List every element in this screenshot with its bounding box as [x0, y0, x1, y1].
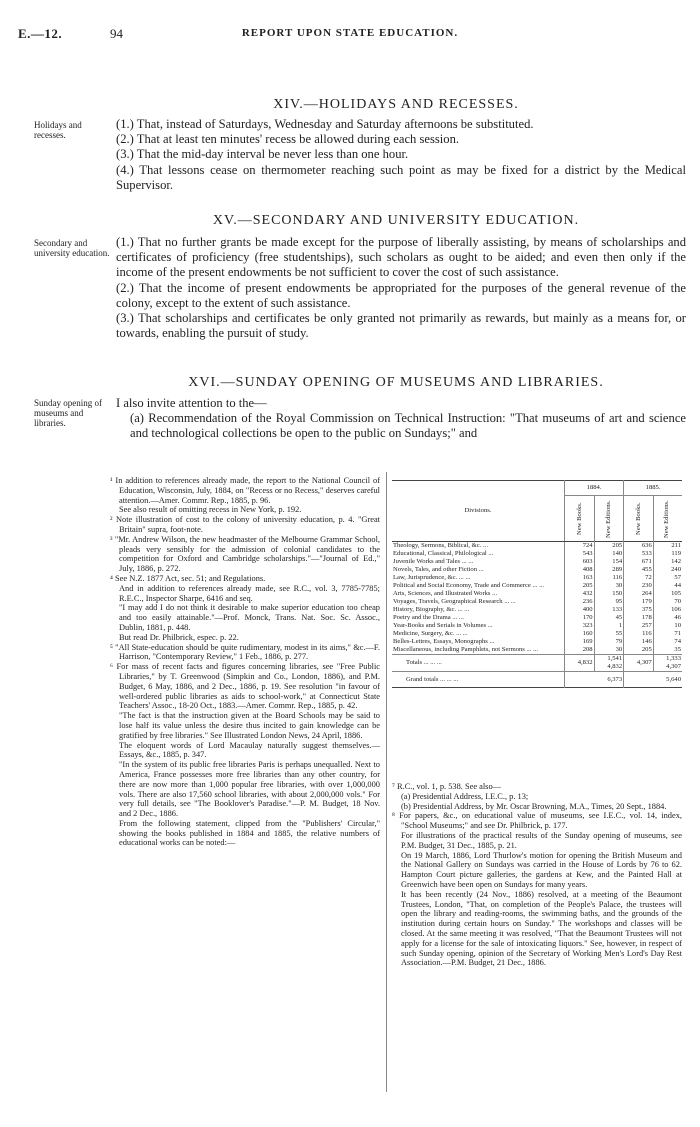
footnote: From the following statement, clipped from the "Publishers' Circular," showing the books published in 1884 and 1885, the relative numbers of educational works can be noted:—	[119, 818, 380, 848]
table-row	[392, 566, 682, 574]
table-cell: 169	[565, 638, 595, 646]
table-cell: 724	[565, 542, 595, 551]
table-cell: 205	[594, 542, 624, 551]
table-cell: 432	[565, 590, 595, 598]
footnote: It has been recently (24 Nov., 1886) resolved, at a meeting of the Beaumont Trustees, London, "That, on completion of the People's Palace, the trustees will open the library and reading-rooms, the swimming baths, and the grounds of the institution during certain hours on Sunday." The workshops and classes will be closed. At the same meeting it was resolved, "That the Beaumont Trustees will not apply for a license for the sale of intoxicating liquors." See, however, in respect of such Sunday opening, opinion of the Secretary of Working Men's Lord's Day Rest Association.—P.M. Budget, 21 Dec., 1886.	[401, 889, 682, 968]
table-cell: 74	[674, 638, 681, 645]
section-15-title: XV.—SECONDARY AND UNIVERSITY EDUCATION.	[212, 213, 580, 228]
table-cell: 323	[565, 622, 595, 630]
table-cell: 375	[624, 606, 654, 614]
footnote: ³ "Mr. Andrew Wilson, the new headmaster of the Melbourne Grammar School, pleads very sensibly for the admission of colonial candidates to the competition for Oxford and Cambridge scholarships."—"Journal of Ed.," July, 1886, p. 272.	[110, 534, 380, 574]
footnote: But read Dr. Philbrick, espec. p. 22.	[119, 632, 239, 642]
subheader: New Editions.	[594, 496, 624, 542]
division-label: Voyages, Travels, Geographical Research ... ...	[392, 598, 565, 606]
table-row	[392, 630, 682, 638]
table-cell: 170	[565, 614, 595, 622]
total-cell: 4,832	[565, 655, 595, 672]
division-label: History, Biography, &c. ... ...	[392, 606, 565, 614]
section-14-sidenote: Holidays and recesses.	[34, 120, 82, 140]
table-cell: 140	[594, 550, 624, 558]
table-cell: 95	[594, 598, 624, 606]
subheader: New Books.	[565, 496, 595, 542]
division-label: Belles-Lettres, Essays, Monographs ...	[392, 638, 565, 646]
table-cell: 46	[674, 614, 681, 621]
division-label: Political and Social Economy, Trade and Commerce ... ...	[392, 582, 565, 590]
table-row	[392, 614, 682, 622]
subheader: New Editions.	[663, 499, 671, 538]
total-value: 1,333	[666, 655, 681, 662]
division-label: Medicine, Surgery, &c. ... ...	[392, 630, 565, 638]
year-1884: 1884.	[565, 481, 624, 496]
division-label: Juvenile Works and Tales ... ...	[392, 558, 565, 566]
footnote: ⁶ For mass of recent facts and figures concerning libraries, see "Free Public Libraries," by T. Greenwood (Simpkin and Co., London, 1886), and P.M. Budget, 6 May, 1886, and 2 Dec., 1886, p. 19. See resolution "in favour of well-ordered public libraries as aids to school-work," at Connecticut State Teachers' Assoc., 18-20 Oct., 1883.—Amer. Commr. Rep., 1885, p. 42.	[110, 662, 380, 711]
footnote: "The fact is that the instruction given at the Board Schools may be said to lose half its value unless the desire thus incited to gain knowledge can be gratified by free libraries." See Illustrated London News, 24 April, 1886.	[119, 711, 380, 740]
table-row	[392, 582, 682, 590]
section-15-sidenote: Secondary and university education.	[34, 238, 110, 258]
footnote: And in addition to references already made, see R.C., vol. 3, 7785-7785; R.E.C., Inspector Sharpe, 6416 and seq.	[119, 583, 380, 603]
table-row	[392, 622, 682, 630]
table-cell: 543	[565, 550, 595, 558]
section-14-item-4: (4.) That lessons cease on thermometer reaching such point as may be fixed for a district by the Medical Supervisor.	[116, 162, 686, 192]
subheader: New Books.	[624, 496, 654, 542]
running-title: REPORT UPON STATE EDUCATION.	[241, 27, 459, 39]
table-row	[392, 542, 682, 551]
page-reference: E.—12.	[18, 26, 63, 41]
table-cell: 1	[594, 622, 624, 630]
total-cell	[653, 655, 682, 672]
section-15-body	[116, 235, 686, 341]
footnotes-right	[392, 782, 682, 968]
footnote: ² Note illustration of cost to the colony of university education, p. 4. "Great Britain" supra, foot-note.	[110, 515, 380, 534]
division-label: Theology, Sermons, Biblical, &c. ...	[392, 542, 565, 551]
totals-label: Totals ... ... ...	[392, 655, 565, 672]
table-row	[392, 606, 682, 614]
table-cell: 133	[594, 606, 624, 614]
division-label: Arts, Sciences, and Illustrated Works ...	[392, 590, 565, 598]
division-label: Educational, Classical, Philological ...	[392, 550, 565, 558]
footnote: (b) Presidential Address, by Mr. Oscar Browning, M.A., Times, 20 Sept., 1884.	[401, 801, 667, 811]
division-label: Miscellaneous, including Pamphlets, not Sermons ... ...	[392, 646, 565, 655]
footnote: See also result of omitting recess in New York, p. 192.	[119, 505, 302, 515]
table-row	[392, 558, 682, 566]
table-cell: 671	[624, 558, 654, 566]
footnote: "I may add I do not think it desirable to make superior education too cheap and too easily attainable."—Prof. Monck, Trans. Nat. Soc. Sc. Assoc., Dublin, 1881, p. 448.	[119, 603, 380, 632]
section-16-body	[116, 396, 686, 442]
section-14-item-3: (3.) That the mid-day interval be never less than one hour.	[116, 147, 409, 162]
table-cell: 105	[671, 590, 681, 597]
table-cell: 71	[674, 630, 681, 637]
table-cell: 257	[624, 622, 654, 630]
division-label: Law, Jurisprudence, &c. ... ...	[392, 574, 565, 582]
section-15-item-3: (3.) That scholarships and certificates be only granted not primarily as rewards, but mainly as a means for, or towards, enabling the pursuit of study.	[116, 311, 686, 341]
divisions-header: Divisions.	[392, 481, 565, 542]
section-16-title: XVI.—SUNDAY OPENING OF MUSEUMS AND LIBRARIES.	[188, 375, 604, 390]
table-cell: 35	[674, 646, 681, 653]
table-cell: 55	[594, 630, 624, 638]
table-cell: 408	[565, 566, 595, 574]
section-14-body	[116, 117, 686, 193]
table-row	[392, 574, 682, 582]
table-row	[392, 550, 682, 558]
page-number: 94	[110, 26, 123, 41]
section-14-title: XIV.—HOLIDAYS AND RECESSES.	[273, 97, 519, 112]
total-value: 4,307	[666, 663, 681, 670]
table-row	[392, 590, 682, 598]
column-divider	[386, 472, 387, 1092]
table-cell: 205	[565, 582, 595, 590]
table-cell: 208	[565, 646, 595, 655]
table-cell: 264	[624, 590, 654, 598]
table-cell: 240	[671, 566, 681, 573]
table-cell: 230	[624, 582, 654, 590]
footnote: (a) Presidential Address, I.E.C., p. 13;	[401, 791, 529, 801]
footnote: ⁵ "All State-education should be quite rudimentary, modest in its aims," &c.—F. Harrison, "Contemporary Review," 1 Feb., 1886, p. 277.	[110, 642, 380, 662]
table-cell: 150	[594, 590, 624, 598]
table-cell: 44	[674, 582, 681, 589]
publications-table-wrap	[392, 480, 682, 688]
grand-total-1884: 6,373	[565, 672, 624, 688]
footnote: ⁷ R.C., vol. 1, p. 538. See also—	[392, 782, 502, 791]
table-cell: 116	[624, 630, 654, 638]
footnote: For illustrations of the practical results of the Sunday opening of museums, see P.M. Budget, 31 Dec., 1885, p. 21.	[401, 830, 682, 850]
section-16-sidenote: Sunday opening of museums and libraries.	[34, 398, 102, 428]
table-cell: 146	[624, 638, 654, 646]
table-cell: 119	[671, 550, 681, 557]
table-cell: 289	[594, 566, 624, 574]
total-cell	[594, 655, 624, 672]
table-cell: 533	[624, 550, 654, 558]
table-row	[392, 598, 682, 606]
footnote: The eloquent words of Lord Macaulay naturally suggest themselves.—Essays, &c., 1885, p. 347.	[119, 740, 380, 760]
table-cell: 400	[565, 606, 595, 614]
table-cell: 106	[671, 606, 681, 613]
table-cell: 205	[624, 646, 654, 655]
table-cell: 45	[594, 614, 624, 622]
table-cell: 30	[594, 646, 624, 655]
table-cell: 116	[594, 574, 624, 582]
footnote: ⁴ See N.Z. 1877 Act, sec. 51; and Regulations.	[110, 573, 266, 583]
grand-totals-label: Grand totals ... ... ...	[392, 672, 565, 688]
footnote: ¹ In addition to references already made, the report to the National Council of Education, Wisconsin, July, 1884, on "Recess or no Recess," deserves careful attention.—Amer. Commr. Rep., 1885, p. 96.	[110, 476, 380, 505]
table-cell: 179	[624, 598, 654, 606]
table-cell: 57	[674, 574, 681, 581]
table-cell: 455	[624, 566, 654, 574]
footnote: ⁸ For papers, &c., on educational value of museums, see I.E.C., vol. 14, index, "School Museums;" and see Dr. Philbrick, p. 177.	[392, 811, 682, 831]
table-cell: 636	[624, 542, 654, 551]
table-cell: 30	[594, 582, 624, 590]
footnote: On 19 March, 1886, Lord Thurlow's motion for opening the British Museum and the National Gallery on Sundays was carried in the House of Lords by 76 to 62. Hampton Court picture galleries, the gardens at Kew, and the Painted Hall at Greenwich have been open on Sundays for many years.	[401, 850, 682, 889]
table-cell: 163	[565, 574, 595, 582]
year-1885: 1885.	[624, 481, 682, 496]
division-label: Poetry and the Drama ... ...	[392, 614, 565, 622]
footnotes-left	[110, 476, 380, 848]
total-value: 1,541	[607, 655, 623, 662]
section-15-item-2: (2.) That the income of present endowments be appropriated for the purposes of the general revenue of the colony, except to the extent of such assistance.	[116, 280, 686, 310]
grand-total-1885: 5,640	[666, 675, 681, 683]
table-cell: 142	[671, 558, 681, 565]
total-cell: 4,307	[624, 655, 654, 672]
table-cell: 70	[674, 598, 681, 605]
section-16-item-a: (a) Recommendation of the Royal Commission on Technical Instruction: "That museums of art and science and technological collections be open to the public on Sundays;" and	[130, 411, 686, 441]
table-cell: 236	[565, 598, 595, 606]
table-cell: 79	[594, 638, 624, 646]
footnote: "In the system of its public free libraries Paris is perhaps unequalled. Next to America, France possesses more free libraries than any other country, for there are now more than 1,000 popular free libraries, with over 1,000,000 vols. There are also 17,560 school libraries, with about 2,000,000 vols." For very full details, see "The Booklover's Paradise."—P. M. Budget, 18 Nov. and 2 Dec., 1886.	[119, 760, 380, 819]
table-cell: 603	[565, 558, 595, 566]
table-cell: 10	[674, 622, 681, 629]
section-14-item-2: (2.) That at least ten minutes' recess be allowed during each session.	[116, 132, 460, 147]
division-label: Year-Books and Serials in Volumes ...	[392, 622, 565, 630]
table-row	[392, 646, 682, 655]
total-value: 4,832	[607, 663, 623, 670]
table-cell: 178	[624, 614, 654, 622]
table-cell: 211	[671, 542, 681, 549]
publications-table	[392, 480, 682, 688]
section-16-intro: I also invite attention to the—	[116, 396, 267, 410]
table-cell: 72	[624, 574, 654, 582]
table-cell: 154	[594, 558, 624, 566]
table-cell: 160	[565, 630, 595, 638]
section-15-item-1: (1.) That no further grants be made except for the purpose of liberally assisting, by means of scholarships and certificates of proficiency (free studentships), such scholars as ought to be aided; and even then only if the income of the present endowments be not sufficient to cover the cost of such assistance.	[116, 235, 686, 280]
section-14-item-1: (1.) That, instead of Saturdays, Wednesday and Saturday afternoons be substituted.	[116, 117, 534, 131]
division-label: Novels, Tales, and other Fiction ...	[392, 566, 565, 574]
table-row	[392, 638, 682, 646]
